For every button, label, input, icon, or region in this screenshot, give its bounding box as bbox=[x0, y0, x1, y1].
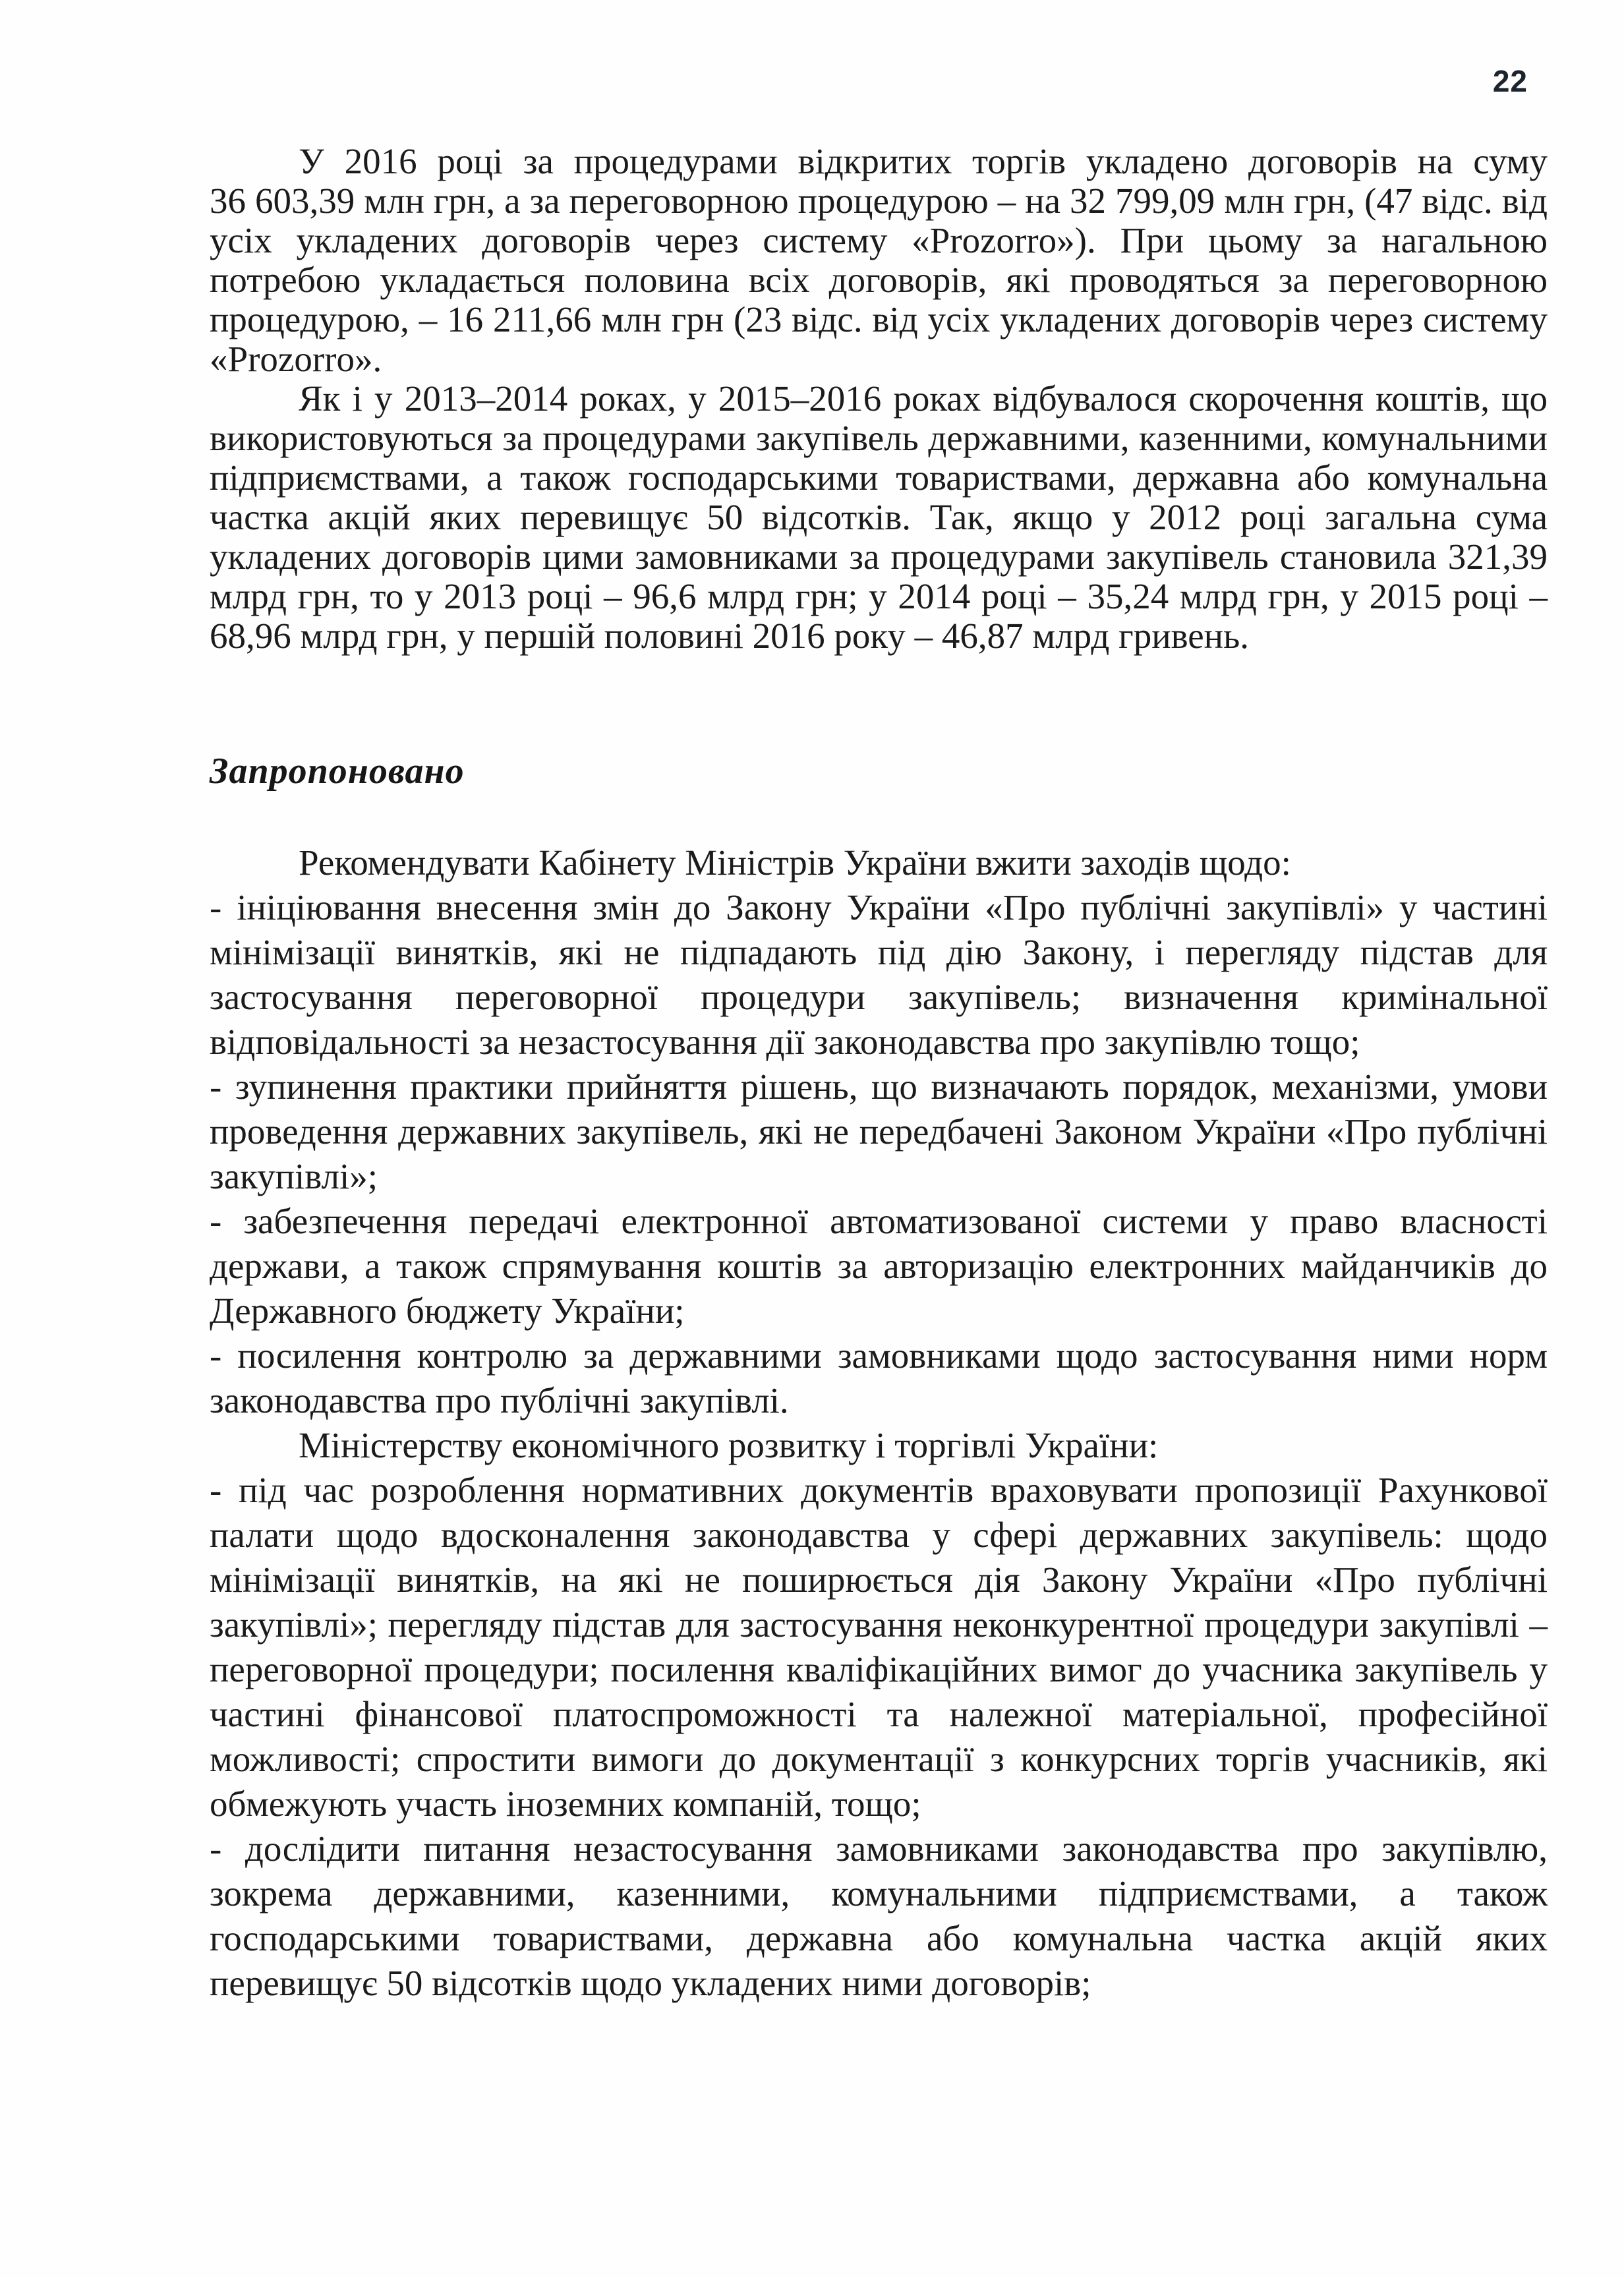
paragraph-cabinet-recommendation: Рекомендувати Кабінету Міністрів України вжити заходів щодо: bbox=[299, 842, 1291, 883]
bullet-law-amendments: - ініціювання внесення змін до Закону України «Про публічні закупівлі» у частині мінімізації винятків, які не підпадають під дію Закону, і перегляду підстав для застосування переговорної процедури закупівель; визначення кримінальної відповідальності за незастосування дії законодавства про закупівлю тощо; bbox=[210, 887, 1548, 1062]
recommendations-section bbox=[210, 840, 1548, 2006]
bullet-stop-practice: - зупинення практики прийняття рішень, що визначають порядок, механізми, умови проведення державних закупівель, які не передбачені Законом України «Про публічні закупівлі»; bbox=[210, 1066, 1548, 1196]
intro-section bbox=[210, 142, 1548, 656]
bullet-system-transfer: - забезпечення передачі електронної автоматизованої системи у право власності держави, а також спрямування коштів за авторизацію електронних майданчиків до Державного бюджету України; bbox=[210, 1201, 1548, 1331]
section-heading-proposed: Запропоновано bbox=[210, 751, 465, 792]
document-body bbox=[210, 142, 1548, 2006]
bullet-investigate-nonapplication: - дослідити питання незастосування замовниками законодавства про закупівлю, зокрема державними, казенними, комунальними підприємствами, а також господарськими товариствами, державна або комунальна частка акцій яких перевищує 50 відсотків щодо укладених ними договорів; bbox=[210, 1828, 1548, 2003]
bullet-strengthen-control: - посилення контролю за державними замовниками щодо застосування ними норм законодавства про публічні закупівлі. bbox=[210, 1335, 1548, 1420]
paragraph-procurement-2016: У 2016 році за процедурами відкритих торгів укладено договорів на суму 36 603,39 млн грн, а за переговорною процедурою – на 32 799,09 млн грн, (47 відс. від усіх укладених договорів через систему «Prozorro»). При цьому за нагальною потребою укладається половина всіх договорів, які проводяться за переговорною процедурою, – 16 211,66 млн грн (23 відс. від усіх укладених договорів через систему «Prozorro». bbox=[210, 141, 1548, 379]
page-number: 22 bbox=[1492, 64, 1528, 98]
paragraph-funds-reduction: Як і у 2013–2014 роках, у 2015–2016 роках відбувалося скорочення коштів, що використовуються за процедурами закупівель державними, казенними, комунальними підприємствами, а також господарськими товариствами, державна або комунальна частка акцій яких перевищує 50 відсотків. Так, якщо у 2012 році загальна сума укладених договорів цими замовниками за процедурами закупівель становила 321,39 млрд грн, то у 2013 році – 96,6 млрд грн; у 2014 році – 35,24 млрд грн, у 2015 році – 68,96 млрд грн, у першій половині 2016 року – 46,87 млрд гривень. bbox=[210, 378, 1548, 656]
paragraph-ministry-recommendation: Міністерству економічного розвитку і торгівлі України: bbox=[299, 1425, 1159, 1465]
bullet-normative-documents: - під час розроблення нормативних документів враховувати пропозиції Рахункової палати щодо вдосконалення законодавства у сфері державних закупівель: щодо мінімізації винятків, на які не поширюється дія Закону України «Про публічні закупівлі»; перегляду підстав для застосування неконкурентної процедури закупівлі – переговорної процедури; посилення кваліфікаційних вимог до учасника закупівель у частині фінансової платоспроможності та належної матеріальної, професійної можливості; спростити вимоги до документації з конкурсних торгів учасників, які обмежують участь іноземних компаній, тощо; bbox=[210, 1470, 1548, 1824]
